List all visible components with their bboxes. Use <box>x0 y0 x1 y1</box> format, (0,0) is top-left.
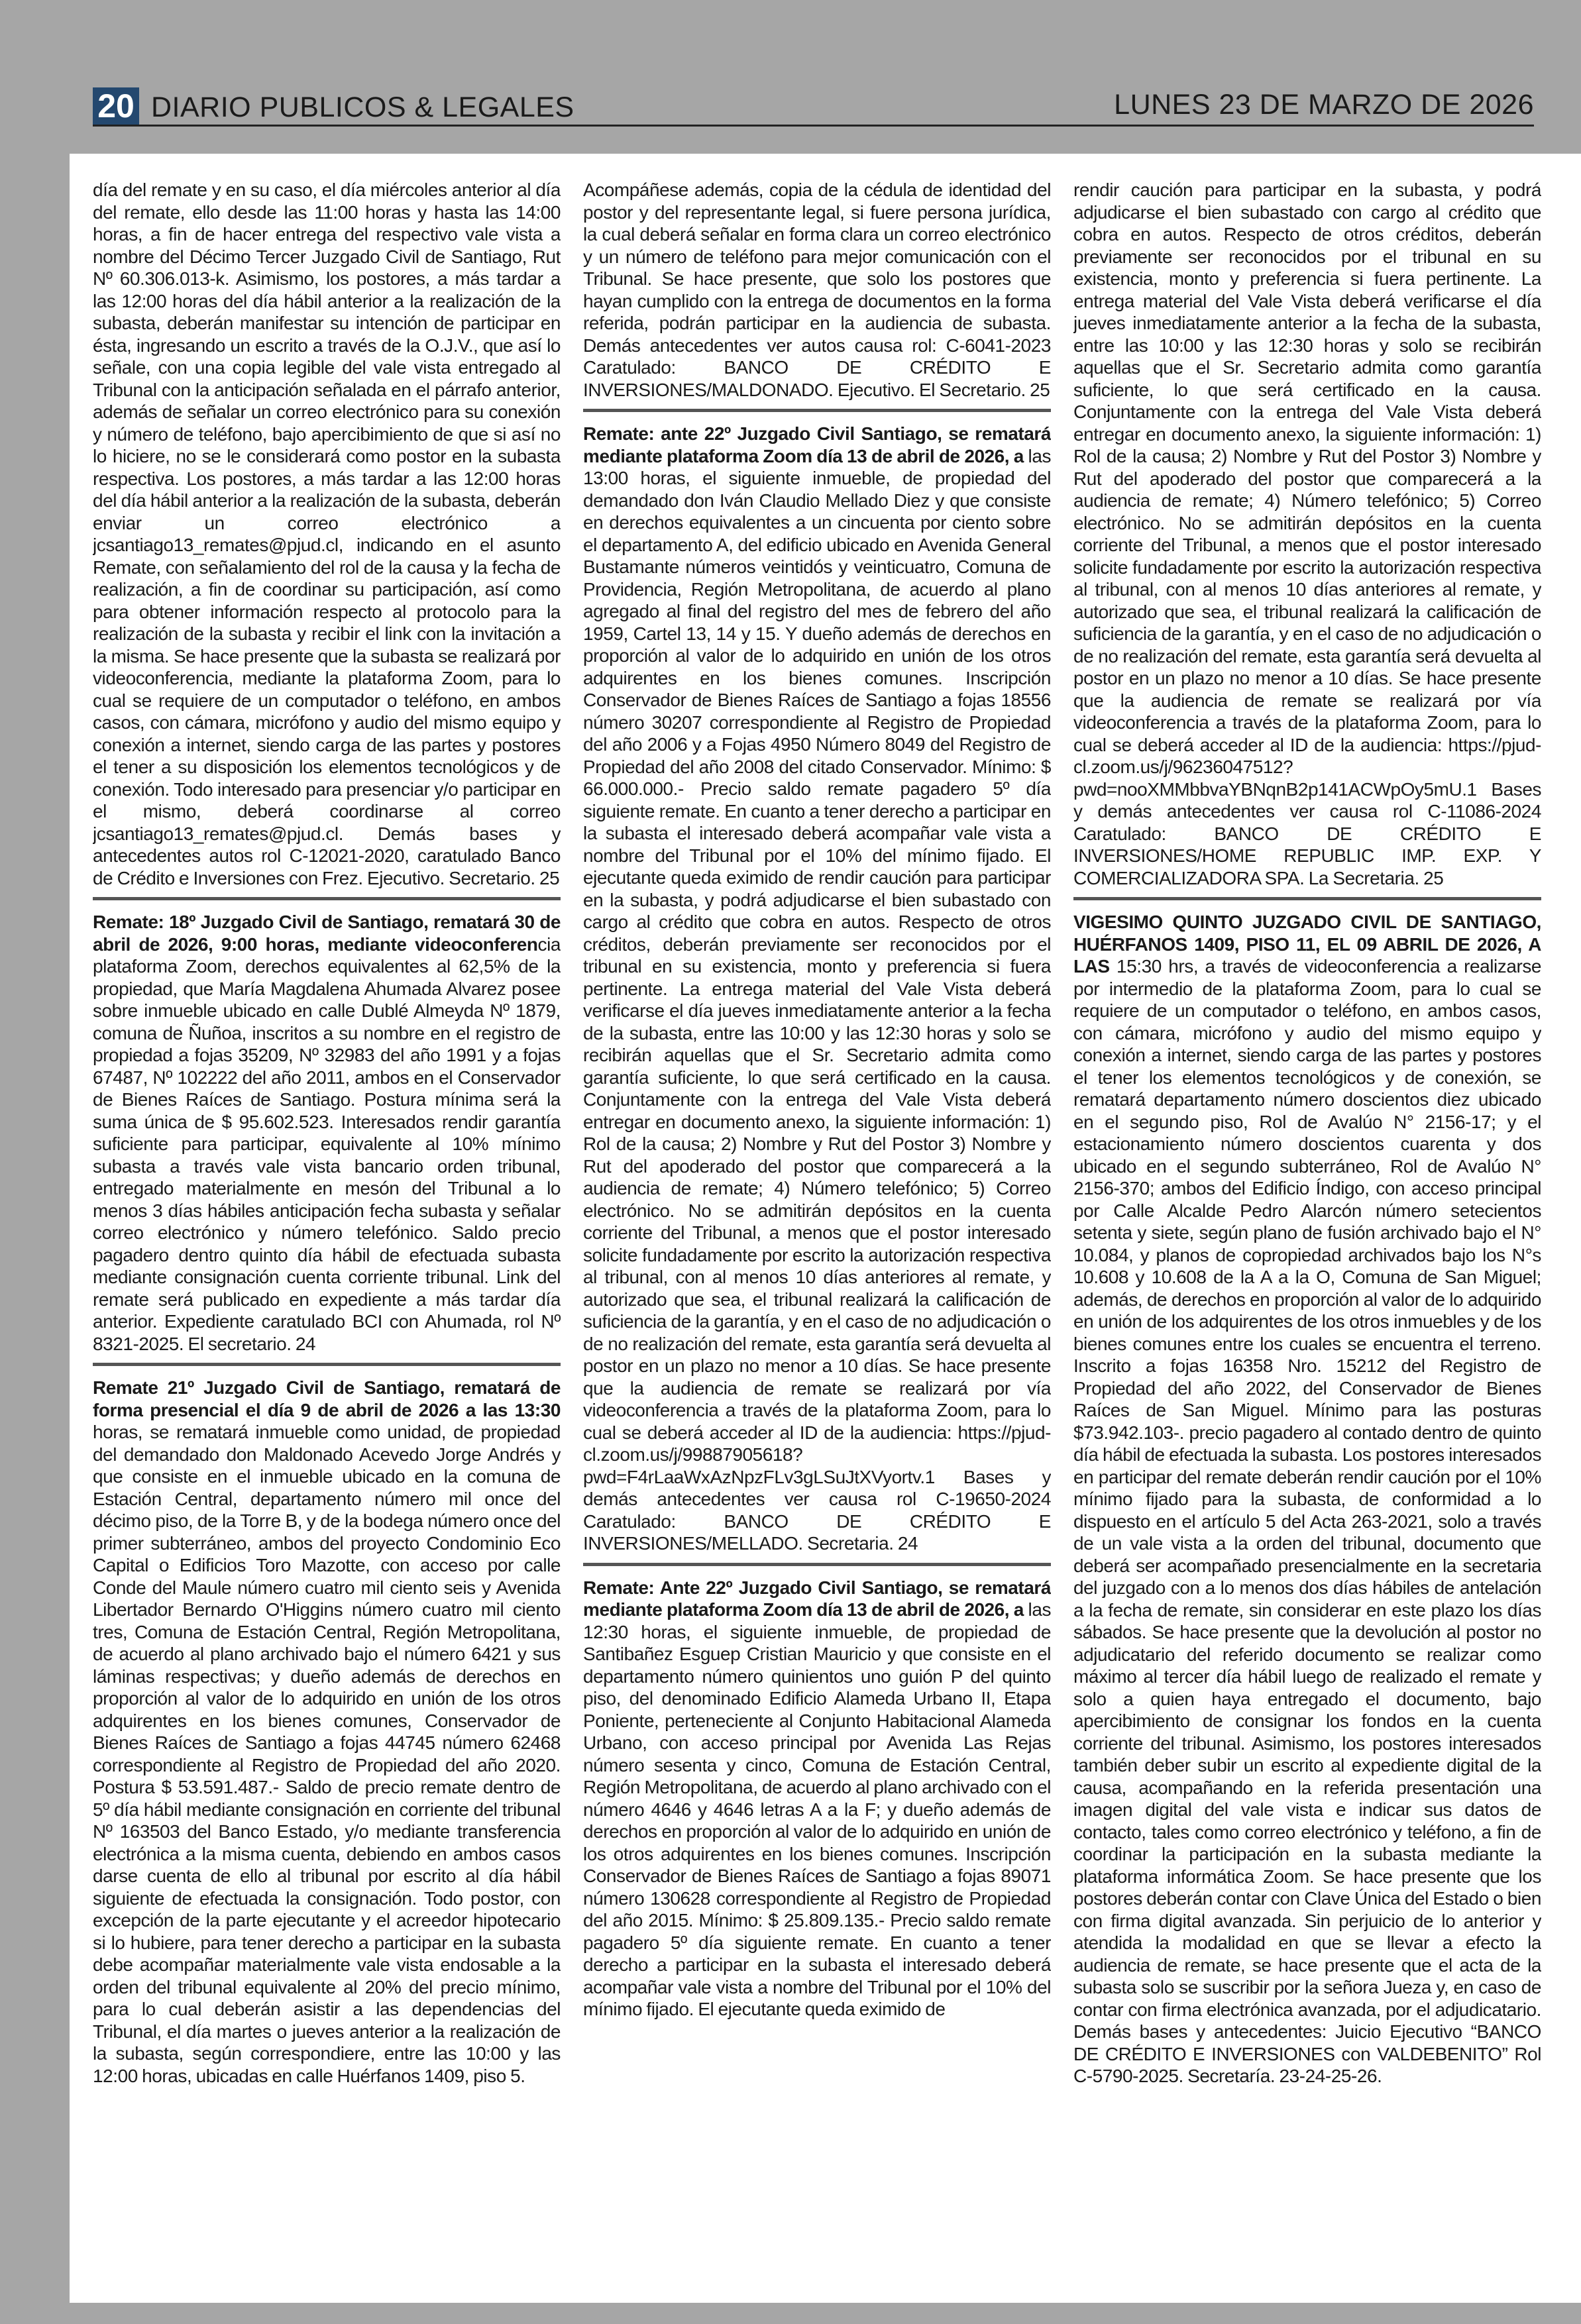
notice-body: día del remate y en su caso, el día miércoles anterior al día del remate, ello desde las 11:00 horas y hasta las 14:00 horas, a fin de hacer entrega del respectivo vale vista a nombre del Décimo Tercer Juzgado Civil de Santiago, Rut Nº 60.306.013-k. Asimismo, los postores, a más tardar a las 12:00 horas del día hábil anterior a la realización de la subasta, deberán manifestar su intención de participar en ésta, ingresando un escrito a través de la O.J.V., que así lo señale, con una copia legible del vale vista entregado al Tribunal con la anticipación señalada en el párrafo anterior, además de señalar un correo electrónico para su conexión y número de teléfono, bajo apercibimiento de que si así no lo hiciere, no se le considerará como postor en la subasta respectiva. Los postores, a más tardar a las 12:00 horas del día hábil anterior a la realización de la subasta, deberán enviar un correo electrónico a jcsantiago13_remates@pjud.cl, indicando en el asunto Remate, con señalamiento del rol de la causa y la fecha de realización, a fin de coordinar su participación, así como para obtener información respecto al protocolo para la realización de la subasta y recibir el link con la invitación a la misma. Se hace presente que la subasta se realizará por videoconferencia, mediante la plataforma Zoom, para lo cual se requiere de un computador o teléfono, en ambos casos, con cámara, micrófono y audio del mismo equipo y conexión a internet, siendo carga de las partes y postores el tener a su disposición los elementos tecnológicos y de conexión. Todo interesado para presenciar y/o participar en el mismo, deberá coordinarse al correo jcsantiago13_remates@pjud.cl. Demás bases y antecedentes autos rol C-12021-2020, caratulado Banco de Crédito e Inversiones con Frez. Ejecutivo. Secretario. 25 <box>93 180 561 888</box>
legal-notice <box>583 423 1051 1555</box>
notice-body: Acompáñese además, copia de la cédula de identidad del postor y del representante legal, si fuere persona jurídica, la cual deberá señalar en forma clara un correo electrónico y un número de teléfono para mejor comunicación con el Tribunal. Se hace presente, que solo los postores que hayan cumplido con la entrega de documentos en la forma referida, podrán participar en la audiencia de subasta. Demás antecedentes ver autos causa rol: C-6041-2023 Caratulado: BANCO DE CRÉDITO E INVERSIONES/MALDONADO. Ejecutivo. El Secretario. 25 <box>583 180 1051 400</box>
notice-heading: Remate 21º Juzgado Civil de Santiago, rematará de forma presencial el día 9 de abril de 2026 a las 13:30 <box>93 1377 561 1420</box>
notice-body: 15:30 hrs, a través de videoconferencia a realizarse por intermedio de la plataforma Zoom, para lo cual se requiere de un computador o teléfono, en ambos casos, con cámara, micrófono y audio del mismo equipo y conexión a internet, siendo carga de las partes y postores el tener los elementos tecnológicos y de conexión, se rematará departamento número doscientos diez ubicado en el segundo piso, Rol de Avalúo N° 2156-17; y el estacionamiento número doscientos cuarenta y dos ubicado en el segundo subterráneo, Rol de Avalúo N° 2156-370; ambos del Edificio Índigo, con acceso principal por Calle Alcalde Pedro Alarcón número setecientos setenta y siete, según plano de fusión archivado bajo el N° 10.084, y planos de copropiedad archivados bajo los N°s 10.608 y 10.608 de la A a la O, Comuna de San Miguel; además, de derechos en proporción al valor de lo adquirido en unión de los adquirentes de los otros inmuebles y de los bienes comunes entre los cuales se encuentra el terreno. Inscrito a fojas 16358 Nro. 15212 del Registro de Propiedad del año 2022, del Conservador de Bienes Raíces de San Miguel. Mínimo para las posturas $73.942.103-. precio pagadero al contado dentro de quinto día hábil de efectuada la subasta. Los postores interesados en participar del remate deberán rendir caución por el 10% mínimo fijado para la subasta, de conformidad a lo dispuesto en el artículo 5 del Acta 263-2021, solo a través de un vale vista a la orden del tribunal, documento que deberá ser acompañado presencialmente en la secretaria del juzgado con a lo menos dos días hábiles de antelación a la fecha de remate, sin considerar en este plazo los días sábados. Se hace presente que la devolución al postor no adjudicatario del referido documento se realizar como máximo al tercer día hábil luego de realizado el remate y solo a quien haya entregado el documento, bajo apercibimiento de consignar los fondos en la cuenta corriente del tribunal. Asimismo, los postores interesados también deber subir un escrito al expediente digital de la causa, acompañando en la referida presentación una imagen digital del vale vista e indicar sus datos de contacto, tales como correo electrónico y teléfono, a fin de coordinar la participación en la subasta mediante la plataforma informática Zoom. Se hace presente que los postores deberán contar con Clave Única del Estado o bien con firma digital avanzada. Sin perjuicio de lo anterior y atendida la modalidad en que se llevar a efecto la audiencia de remate, se hace presente que el acta de la subasta solo se suscribir por la señora Jueza y, en caso de contar con firma electrónica avanzada, por el adjudicatario. Demás bases y antecedentes: Juicio Ejecutivo “BANCO DE CRÉDITO E INVERSIONES con VALDEBENITO” Rol C-5790-2025. Secretaría. 23-24-25-26. <box>1073 956 1541 2086</box>
column-3 <box>1073 179 1541 2292</box>
header-rule <box>93 125 1534 127</box>
notice-heading: Remate: 18º Juzgado Civil de Santiago, rematará 30 de abril de 2026, 9:00 horas, mediante videoconferen <box>93 912 561 955</box>
notice-divider <box>93 1363 561 1366</box>
notice-body: las 12:30 horas, el siguiente inmueble, de propiedad de Santibañez Esguep Cristian Mauricio y que consiste en el departamento número quinientos uno guión P del quinto piso, del denominado Edificio Alameda Urbano II, Etapa Poniente, perteneciente al Conjunto Habitacional Alameda Urbano, con acceso principal por Avenida Las Rejas número sesenta y cinco, Comuna de Estación Central, Región Metropolitana, de acuerdo al plano archivado con el número 4646 y 4646 letras A a la F; y dueño además de derechos en proporción al valor de lo adquirido en unión de los otros adquirentes en los bienes comunes. Inscripción Conservador de Bienes Raíces de Santiago a fojas 89071 número 130628 correspondiente al Registro de Propiedad del año 2015. Mínimo: $ 25.809.135.- Precio saldo remate pagadero 5º día siguiente remate. En cuanto a tener derecho a participar en la subasta el interesado deberá acompañar vale vista a nombre del Tribunal por el 10% del mínimo fijado. El ejecutante queda eximido de <box>583 1599 1051 2019</box>
notice-divider <box>1073 897 1541 900</box>
legal-notice <box>1073 179 1541 889</box>
notice-body: las 13:00 horas, el siguiente inmueble, de propiedad del demandado don Iván Claudio Mellado Diez y que consiste en derechos equivalentes a un cincuenta por ciento sobre el departamento A, del edificio ubicado en Avenida General Bustamante números veintidós y veinticuatro, Comuna de Providencia, Región Metropolitana, de acuerdo al plano agregado al final del registro del mes de febrero del año 1959, Cartel 13, 14 y 15. Y dueño además de derechos en proporción al valor de lo adquirido en unión de los otros adquirentes en los bienes comunes. Inscripción Conservador de Bienes Raíces de Santiago a fojas 18556 número 30207 correspondiente al Registro de Propiedad del año 2006 y a Fojas 4950 Número 8049 del Registro de Propiedad del año 2008 del citado Conservador. Mínimo: $ 66.000.000.- Precio saldo remate pagadero 5º día siguiente remate. En cuanto a tener derecho a participar en la subasta el interesado deberá acompañar vale vista a nombre del Tribunal por el 10% del mínimo fijado. El ejecutante queda eximido de rendir caución para participar en la subasta, y podrá adjudicarse el bien subastado con cargo al crédito que cobra en autos. Respecto de otros créditos, deberán previamente ser reconocidos por el tribunal en su existencia, monto y preferencia si fuera pertinente. La entrega material del Vale Vista deberá verificarse el día jueves inmediatamente anterior a la fecha de la subasta, entre las 10:00 y las 12:30 horas y solo se recibirán aquellas que el Sr. Secretario admita como garantía suficiente, lo que será certificado en la causa. Conjuntamente con la entrega del Vale Vista deberá entregar en documento anexo, la siguiente información: 1) Rol de la causa; 2) Nombre y Rut del Postor 3) Nombre y Rut del apoderado del postor que comparecerá a la audiencia de remate; 4) Número telefónico; 5) Correo electrónico. No se admitirán depósitos en la cuenta corriente del Tribunal, a menos que el postor interesado solicite fundadamente por escrito la autorización respectiva al tribunal, con al menos 10 días anteriores al remate, y autorizado que sea, el tribunal realizará la calificación de suficiencia de la garantía, y en el caso de no adjudicación o de no realización del remate, esta garantía será devuelta al postor en un plazo no menor a 10 días. Se hace presente que la audiencia de remate se realizará por vía videoconferencia a través de la plataforma Zoom, para lo cual se deberá acceder al ID de la audiencia: https://pjud-cl.zoom.us/j/99887905618?pwd=F4rLaaWxAzNpzFLv3gLSuJtXVyortv.1 Bases y demás antecedentes ver causa rol C-19650-2024 Caratulado: BANCO DE CRÉDITO E INVERSIONES/MELLADO. Secretaria. 24 <box>583 445 1051 1554</box>
column-1 <box>93 179 561 2292</box>
notice-body: horas, se rematará inmueble como unidad, de propiedad del demandado don Maldonado Acevedo Jorge Andrés y que consiste en el inmueble ubicado en la comuna de Estación Central, departamento número mil once del décimo piso, de la Torre B, y de la bodega número once del primer subterráneo, ambos del proyecto Condominio Eco Capital o Edificios Toro Mazotte, con acceso por calle Conde del Maule número cuatro mil ciento seis y Avenida Libertador Bernardo O'Higgins número cuatro mil ciento tres, Comuna de Estación Central, Región Metropolitana, de acuerdo al plano archivado bajo el número 6421 y sus láminas respectivas; y dueño además de derechos en proporción al valor de lo adquirido en unión de los otros adquirentes en los bienes comunes, Conservador de Bienes Raíces de Santiago a fojas 44745 número 62468 correspondiente al Registro de Propiedad del año 2020. Postura $ 53.591.487.- Saldo de precio remate dentro de 5º día hábil mediante consignación en corriente del tribunal Nº 163503 del Banco Estado, y/o mediante transferencia electrónica a la misma cuenta, debiendo en ambos casos darse cuenta de ello al tribunal por escrito al día hábil siguiente de efectuada la consignación. Todo postor, con excepción de la parte ejecutante y el acreedor hipotecario si lo hubiere, para tener derecho a participar en la subasta debe acompañar materialmente vale vista endosable a la orden del tribunal equivalente al 20% del precio mínimo, para lo cual deberán asistir a las dependencias del Tribunal, el día martes o jueves anterior a la realización de la subasta, según correspondiere, entre las 10:00 y las 12:00 horas, ubicadas en calle Huérfanos 1409, piso 5. <box>93 1422 561 2086</box>
notice-divider <box>583 1563 1051 1566</box>
legal-notice <box>1073 911 1541 2087</box>
legal-notice <box>93 179 561 889</box>
notice-body: rendir caución para participar en la subasta, y podrá adjudicarse el bien subastado con cargo al crédito que cobra en autos. Respecto de otros créditos, deberán previamente ser reconocidos por el tribunal en su existencia, monto y preferencia si fuera pertinente. La entrega material del Vale Vista deberá verificarse el día jueves inmediatamente anterior a la fecha de la subasta, entre las 10:00 y las 12:30 horas y solo se recibirán aquellas que el Sr. Secretario admita como garantía suficiente, lo que será certificado en la causa. Conjuntamente con la entrega del Vale Vista deberá entregar en documento anexo, la siguiente información: 1) Rol de la causa; 2) Nombre y Rut del Postor 3) Nombre y Rut del apoderado del postor que comparecerá a la audiencia de remate; 4) Número telefónico; 5) Correo electrónico. No se admitirán depósitos en la cuenta corriente del Tribunal, a menos que el postor interesado solicite fundadamente por escrito la autorización respectiva al tribunal, con al menos 10 días anteriores al remate, y autorizado que sea, el tribunal realizará la calificación de suficiencia de la garantía, y en el caso de no adjudicación o de no realización del remate, esta garantía será devuelta al postor en un plazo no menor a 10 días. Se hace presente que la audiencia de remate se realizará por vía videoconferencia a través de la plataforma Zoom, para lo cual se deberá acceder al ID de la audiencia: https://pjud-cl.zoom.us/j/96236047512? pwd=nooXMMbbvaYBNqnB2p141ACWpOy5mU.1 Bases y demás antecedentes ver causa rol C-11086-2024 Caratulado: BANCO DE CRÉDITO E INVERSIONES/HOME REPUBLIC IMP. EXP. Y COMERCIALIZADORA SPA. La Secretaria. 25 <box>1073 180 1541 888</box>
legal-notice <box>583 1577 1051 2021</box>
publication-name: DIARIO PUBLICOS & LEGALES <box>151 91 574 123</box>
notice-divider <box>583 409 1051 412</box>
publication-date: LUNES 23 DE MARZO DE 2026 <box>1114 89 1534 121</box>
column-2 <box>583 179 1051 2292</box>
legal-notice <box>583 179 1051 401</box>
notice-divider <box>93 897 561 900</box>
notice-heading: Remate: ante 22º Juzgado Civil Santiago, se rematará mediante plataforma Zoom día 13 de abril de 2026, a <box>583 423 1051 466</box>
notice-heading: VIGESIMO QUINTO JUZGADO CIVIL DE SANTIAGO, HUÉRFANOS 1409, PISO 11, EL 09 ABRIL DE 2026, A LAS <box>1073 912 1541 977</box>
page-number: 20 <box>93 87 139 125</box>
notice-body: cia plataforma Zoom, derechos equivalentes al 62,5% de la propiedad, que María Magdalena Ahumada Alvarez posee sobre inmueble ubicado en calle Dublé Almeyda Nº 1879, comuna de Ñuñoa, inscritos a su nombre en el registro de propiedad a fojas 35209, Nº 32983 del año 1991 y a fojas 67487, Nº 102222 del año 2011, ambos en el Conservador de Bienes Raíces de Santiago. Postura mínima será la suma única de $ 95.602.523. Interesados rendir garantía suficiente para participar, equivalente al 10% mínimo subasta a través vale vista bancario orden tribunal, entregado materialmente en mesón del Tribunal a lo menos 3 días hábiles anticipación fecha subasta y señalar correo electrónico y número telefónico. Saldo precio pagadero dentro quinto día hábil de efectuada subasta mediante consignación cuenta corriente tribunal. Link del remate será publicado en expediente a más tardar día anterior. Expediente caratulado BCI con Ahumada, rol Nº 8321-2025. El secretario. 24 <box>93 933 561 1354</box>
notice-heading: Remate: Ante 22º Juzgado Civil Santiago, se rematará mediante plataforma Zoom día 13 de abril de 2026, a <box>583 1577 1051 1620</box>
page-header <box>93 85 1534 126</box>
legal-notice <box>93 911 561 1355</box>
legal-notice <box>93 1377 561 2087</box>
